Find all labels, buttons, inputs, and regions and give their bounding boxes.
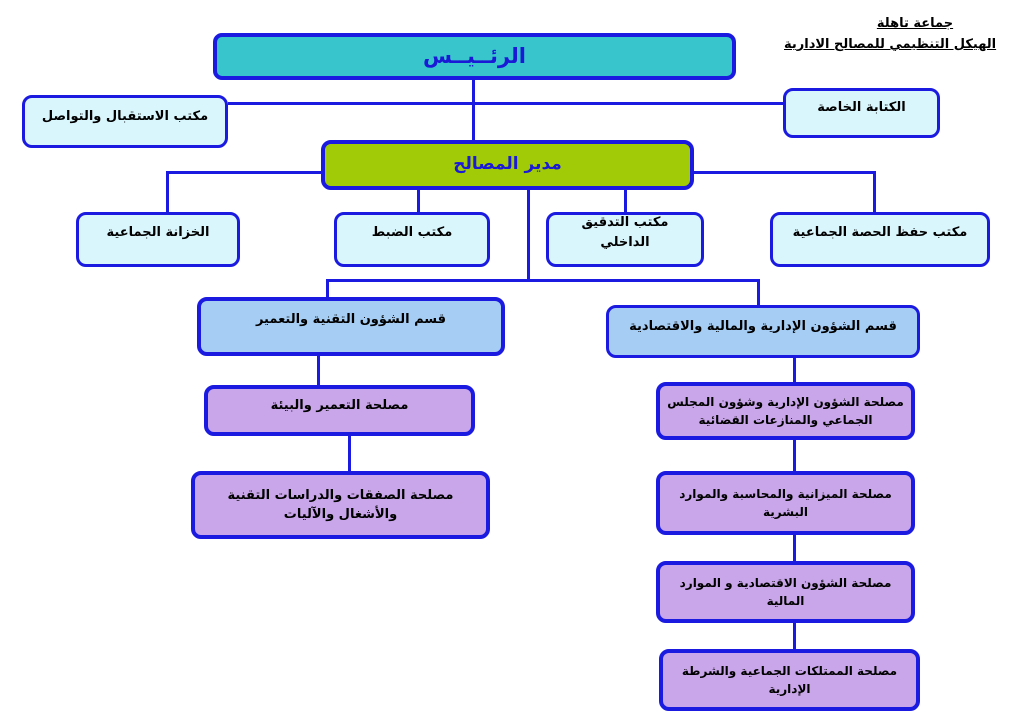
node-records-office: مكتب الضبط: [334, 212, 490, 267]
connector-admin-division-drop: [757, 279, 760, 306]
node-president: الرئــيــس: [213, 33, 736, 80]
connector-director-treasury-v: [166, 171, 169, 212]
connector-tech-division-drop: [326, 279, 329, 298]
node-reception-office: مكتب الاستقبال والتواصل: [22, 95, 228, 148]
chart-title: الهيكل التنظيمي للمصالح الادارية: [784, 36, 997, 52]
node-communal-treasury: الخزانة الجماعية: [76, 212, 240, 267]
node-budget-accounting-hr-service: مصلحة الميزانية والمحاسبة والموارد البشرية: [656, 471, 915, 535]
node-technical-affairs-division: قسم الشؤون التقنية والتعمير: [197, 297, 505, 356]
node-procurement-studies-service: مصلحة الصفقات والدراسات التقنية والأشغال والآليات: [191, 471, 490, 539]
connector-tech-urbanism: [317, 355, 320, 386]
connector-director-share-h: [694, 171, 876, 174]
commune-title: جماعة تاهلة: [876, 16, 954, 31]
node-admin-financial-division: قسم الشؤون الإدارية والمالية والاقتصادية: [606, 305, 920, 358]
connector-director-records: [417, 188, 420, 212]
page-header: [784, 14, 1016, 56]
node-urbanism-environment-service: مصلحة التعمير والبيئة: [204, 385, 475, 436]
node-economic-financial-resources-service: مصلحة الشؤون الاقتصادية و الموارد المالية: [656, 561, 915, 623]
node-director-of-services: مدير المصالح: [321, 140, 694, 190]
connector-director-treasury-h: [167, 171, 321, 174]
connector-urbanism-procurement: [348, 435, 351, 472]
node-admin-council-litigation-service: مصلحة الشؤون الإدارية وشؤون المجلس الجماعي والمنازعات القضائية: [656, 382, 915, 440]
node-communal-share-office: مكتب حفظ الحصة الجماعية: [770, 212, 990, 267]
connector-divisions-h: [326, 279, 760, 282]
connector-reception-secretariat: [228, 102, 783, 105]
connector-admin-council: [793, 357, 796, 383]
connector-president-director: [472, 79, 475, 141]
connector-director-audit: [624, 188, 627, 212]
connector-economic-property: [793, 622, 796, 650]
node-private-secretariat: الكتابة الخاصة: [783, 88, 940, 138]
node-internal-audit-office: مكتب التدقيق الداخلي: [546, 212, 704, 267]
connector-director-share-v: [873, 171, 876, 212]
node-communal-property-police-service: مصلحة الممتلكات الجماعية والشرطة الإدارية: [659, 649, 920, 711]
connector-council-budget: [793, 439, 796, 472]
connector-director-divisions-v: [527, 188, 530, 282]
connector-budget-economic: [793, 534, 796, 562]
